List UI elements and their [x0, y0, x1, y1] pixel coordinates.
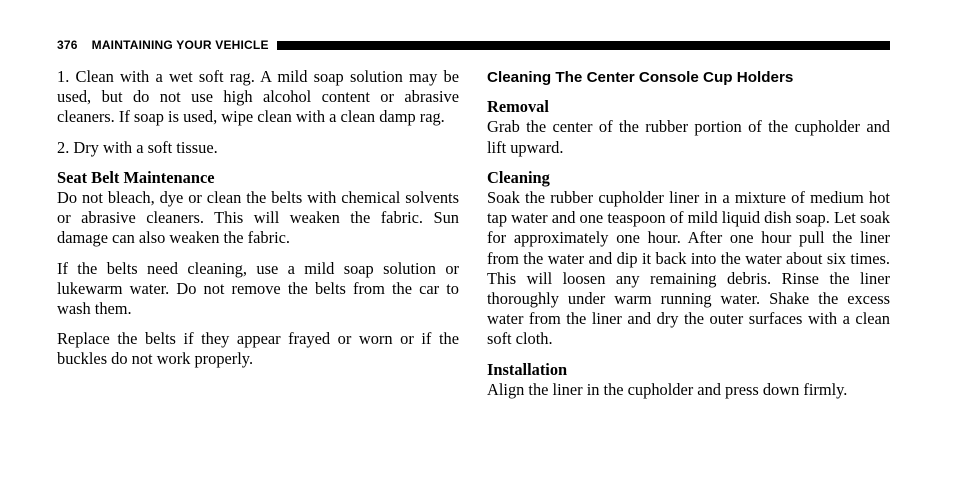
seat-belt-paragraph-1: Do not bleach, dye or clean the belts with chemical solvents or abrasive cleaners. This will weaken the fabric. Sun damage can also weaken the fabric.: [57, 188, 459, 248]
cleaning-section: [487, 168, 890, 350]
removal-heading: Removal: [487, 97, 549, 117]
right-column: [487, 67, 890, 410]
installation-section: [487, 360, 890, 400]
seat-belt-heading: Seat Belt Maintenance: [57, 167, 215, 187]
installation-text: Align the liner in the cupholder and press down firmly.: [487, 379, 848, 399]
seat-belt-paragraph-2: If the belts need cleaning, use a mild soap solution or lukewarm water. Do not remove the belts from the car to wash them.: [57, 258, 459, 319]
header-rule: [277, 41, 890, 50]
section-title: MAINTAINING YOUR VEHICLE: [91, 38, 269, 52]
installation-heading: Installation: [487, 359, 568, 379]
cleaning-text: Soak the rubber cupholder liner in a mixture of medium hot tap water and one teaspoon of mild liquid dish soap. Let soak for approximately one hour. After one hour pull the liner from the water and dip it back into the water about six times. This will loosen any remaining debris. Rinse the liner thoroughly under warm running water. Shake the excess water from the liner and dry the outer surfaces with a clean soft cloth.: [487, 188, 890, 349]
removal-text: Grab the center of the rubber portion of the cupholder and lift upward.: [487, 117, 890, 157]
seat-belt-paragraph-3: Replace the belts if they appear frayed or worn or if the buckles do not work properly.: [57, 329, 459, 369]
cleaning-heading: Cleaning: [487, 167, 550, 187]
cup-holder-heading: Cleaning The Center Console Cup Holders: [487, 69, 794, 86]
removal-section: [487, 97, 890, 158]
cleaning-step-1: 1. Clean with a wet soft rag. A mild soap solution may be used, but do not use high alcohol content or abrasive cleaners. If soap is used, wipe clean with a clean damp rag.: [57, 67, 459, 127]
cleaning-step-2: 2. Dry with a soft tissue.: [57, 137, 218, 157]
page-header: [57, 38, 890, 52]
page-number: 376: [57, 38, 78, 52]
seat-belt-section: [57, 168, 459, 249]
left-column: [57, 67, 459, 380]
